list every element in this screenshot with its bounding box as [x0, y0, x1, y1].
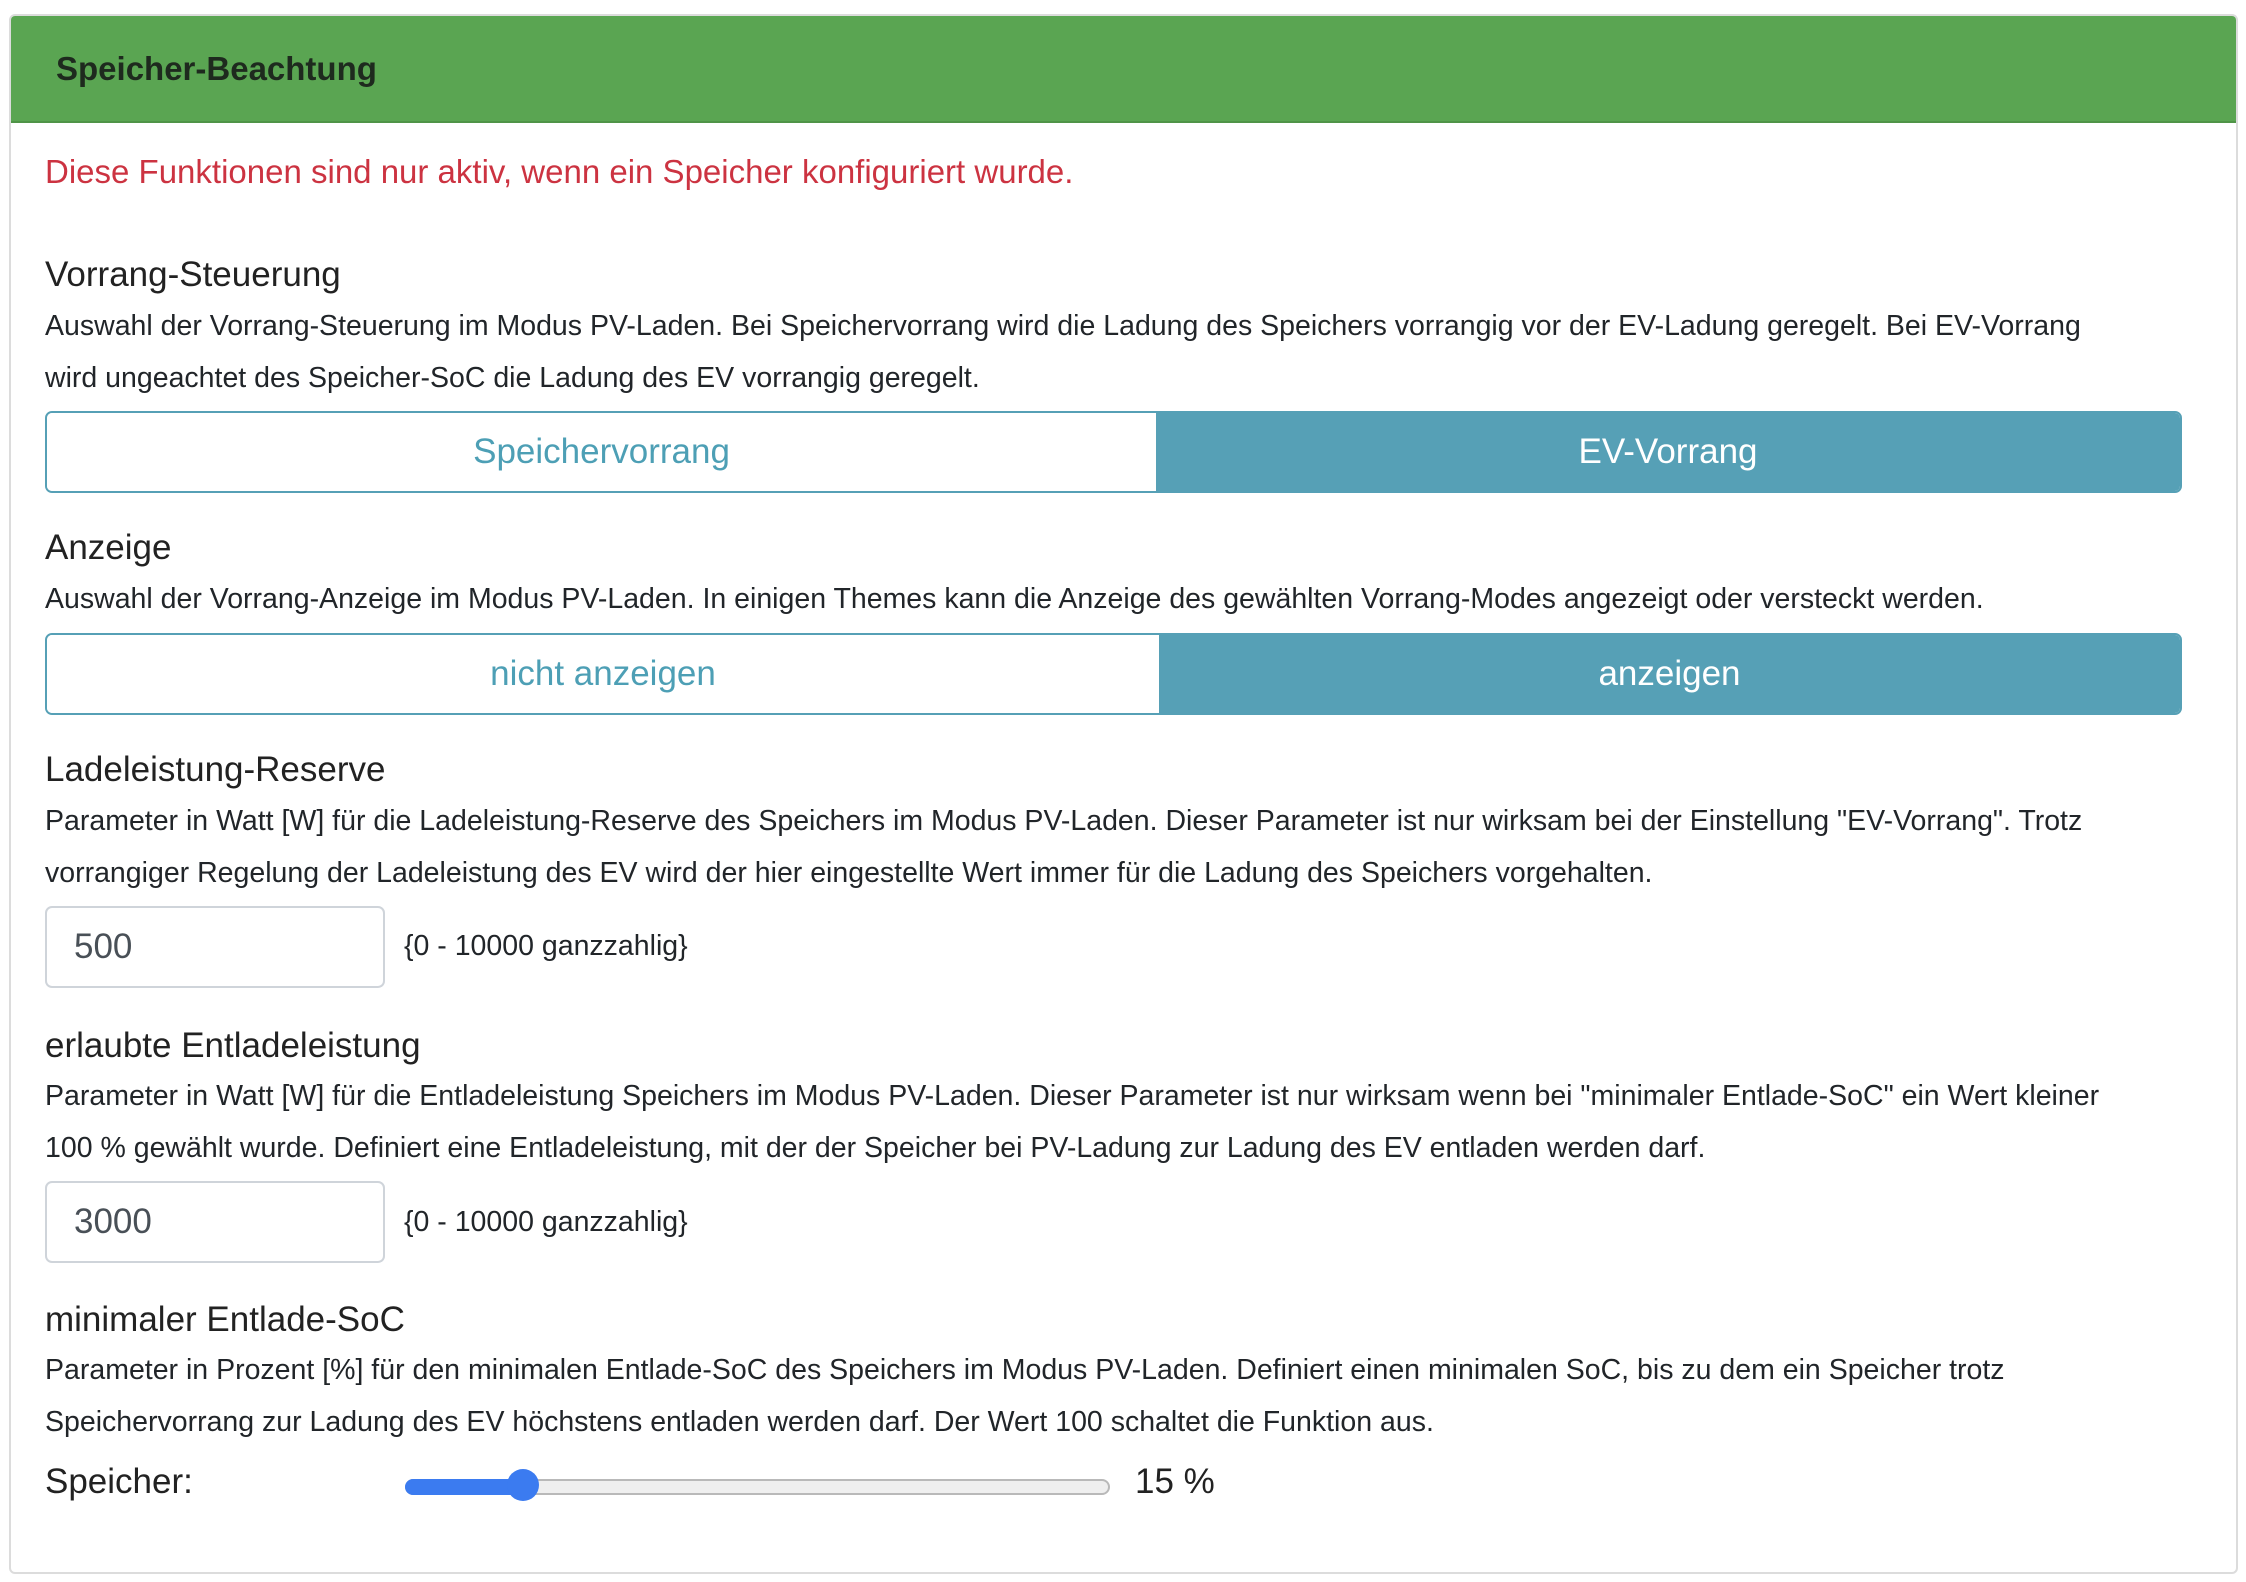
charge-reserve-description-line-1: Parameter in Watt [W] für die Ladeleistung-Reserve des Speichers im Modus PV-Laden. Dieser Parameter ist nur wirksam bei der Einstellung "EV-Vorrang". Trotz [45, 805, 2083, 837]
min-soc-description-line-2: Speichervorrang zur Ladung des EV höchstens entladen werden darf. Der Wert 100 schaltet die Funktion aus. [45, 1406, 1434, 1438]
display-description-line-1: Auswahl der Vorrang-Anzeige im Modus PV-Laden. In einigen Themes kann die Anzeige des gewählten Vorrang-Modes angezeigt oder versteckt werden. [45, 583, 1984, 615]
storage-settings-card [9, 14, 2238, 1574]
charge-reserve-description [45, 795, 2195, 899]
display-description [45, 573, 2195, 625]
priority-control-description-line-2: wird ungeachtet des Speicher-SoC die Ladung des EV vorrangig geregelt. [45, 362, 980, 394]
discharge-power-title: erlaubte Entladeleistung [45, 1026, 421, 1065]
warning-text: Diese Funktionen sind nur aktiv, wenn ein Speicher konfiguriert wurde. [45, 153, 1074, 190]
show-display-button[interactable]: anzeigen [1159, 635, 2180, 713]
card-header [11, 16, 2236, 123]
priority-toggle-group [45, 411, 2182, 493]
discharge-power-description-line-1: Parameter in Watt [W] für die Entladeleistung Speichers im Modus PV-Laden. Dieser Parameter ist nur wirksam wenn bei "minimaler Entlade-SoC" ein Wert kleiner [45, 1080, 2100, 1112]
hide-display-button[interactable]: nicht anzeigen [47, 635, 1159, 713]
min-soc-slider-fill [405, 1479, 523, 1495]
discharge-power-description [45, 1070, 2195, 1174]
charge-reserve-description-line-2: vorrangiger Regelung der Ladeleistung des EV wird der hier eingestellte Wert immer für die Ladung des Speichers vorgehalten. [45, 857, 1653, 889]
min-soc-title: minimaler Entlade-SoC [45, 1300, 405, 1339]
min-soc-slider[interactable] [405, 1479, 1110, 1495]
storage-slider-label: Speicher: [45, 1462, 193, 1501]
storage-priority-button[interactable]: Speichervorrang [47, 413, 1156, 491]
ev-priority-button[interactable]: EV-Vorrang [1156, 413, 2180, 491]
priority-control-title: Vorrang-Steuerung [45, 255, 341, 294]
discharge-power-input[interactable] [45, 1181, 385, 1263]
discharge-power-description-line-2: 100 % gewählt wurde. Definiert eine Entladeleistung, mit der der Speicher bei PV-Ladung zur Ladung des EV entladen werden darf. [45, 1132, 1706, 1164]
charge-reserve-title: Ladeleistung-Reserve [45, 750, 386, 789]
charge-reserve-hint: {0 - 10000 ganzzahlig} [404, 930, 688, 962]
discharge-power-hint: {0 - 10000 ganzzahlig} [404, 1206, 688, 1238]
min-soc-description-line-1: Parameter in Prozent [%] für den minimalen Entlade-SoC des Speichers im Modus PV-Laden. Definiert einen minimalen SoC, bis zu dem ein Speicher trotz [45, 1354, 2005, 1386]
min-soc-value: 15 % [1135, 1462, 1215, 1501]
display-title: Anzeige [45, 528, 172, 567]
priority-control-description-line-1: Auswahl der Vorrang-Steuerung im Modus PV-Laden. Bei Speichervorrang wird die Ladung des Speichers vorrangig vor der EV-Ladung geregelt. Bei EV-Vorrang [45, 310, 2081, 342]
display-toggle-group [45, 633, 2182, 715]
card-title: Speicher-Beachtung [56, 49, 377, 87]
priority-control-description [45, 300, 2195, 404]
min-soc-description [45, 1344, 2195, 1448]
charge-reserve-input[interactable] [45, 906, 385, 988]
